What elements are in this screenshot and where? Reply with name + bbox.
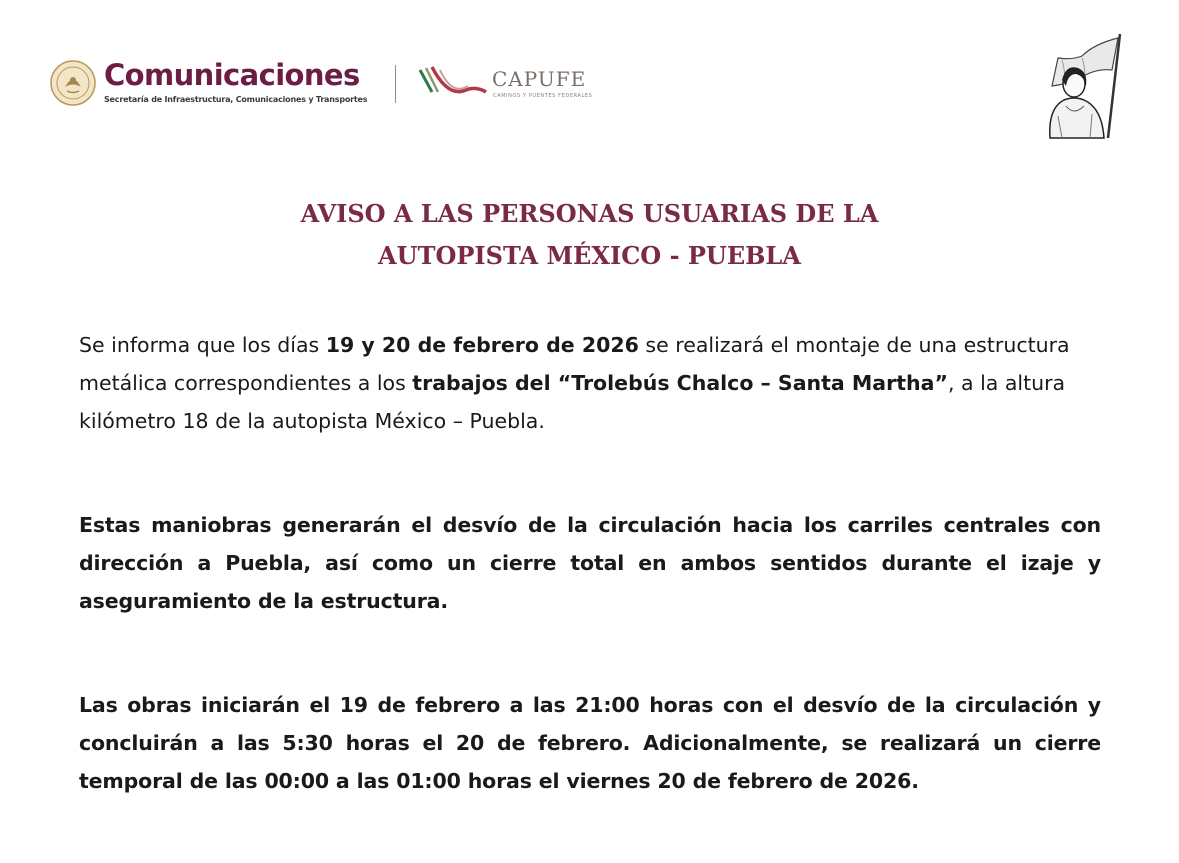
national-seal-icon: [50, 60, 96, 106]
brand-title: Comunicaciones: [104, 58, 360, 92]
intro-dates: 19 y 20 de febrero de 2026: [325, 333, 639, 357]
paragraph-schedule: Las obras iniciarán el 19 de febrero a las 21:00 horas con el desvío de la circulación y concluirán a las 5:30 horas el 20 de febrero. Adicionalmente, se realizará un cierre temporal de las 00:00 a las 01:00 horas el viernes 20 de febrero de 2026.: [79, 693, 1101, 793]
intro-text-3: , a la altura kilómetro 18 de la autopista México – Puebla.: [79, 371, 1066, 433]
notice-title: [0, 193, 1179, 277]
capufe-name: CAPUFE: [492, 67, 587, 91]
capufe-subtitle: CAMINOS Y PUENTES FEDERALES: [493, 93, 593, 99]
title-line-1: AVISO A LAS PERSONAS USUARIAS DE LA: [300, 199, 879, 228]
heroine-flag-emblem-icon: [1022, 30, 1132, 140]
brand-subtitle: Secretaría de Infraestructura, Comunicaciones y Transportes: [104, 95, 368, 104]
intro-text-1: Se informa que los días: [79, 333, 326, 357]
paragraph-intro: [79, 326, 1101, 440]
paragraph-detour: Estas maniobras generarán el desvío de la circulación hacia los carriles centrales con dirección a Puebla, así como un cierre total en ambos sentidos durante el izaje y aseguramiento de la estructura.: [79, 513, 1101, 613]
header-divider: [395, 65, 396, 103]
intro-works-name: trabajos del “Trolebús Chalco – Santa Martha”: [412, 371, 948, 395]
title-line-2: AUTOPISTA MÉXICO - PUEBLA: [378, 241, 801, 270]
intro-text-2: se realizará el montaje de una estructura metálica correspondientes a los: [79, 333, 1070, 395]
capufe-logo-icon: [418, 62, 488, 104]
page-header: [0, 0, 1179, 150]
